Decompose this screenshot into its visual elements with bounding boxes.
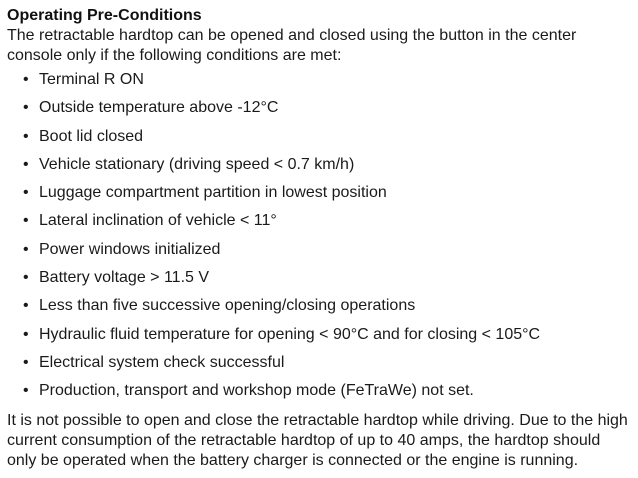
condition-text: Terminal R ON [39, 71, 144, 88]
bullet-icon: • [23, 353, 29, 371]
bullet-icon: • [23, 155, 29, 173]
section-heading: Operating Pre-Conditions [7, 7, 202, 24]
condition-text: Lateral inclination of vehicle < 11° [39, 212, 277, 230]
condition-list-item [23, 155, 632, 183]
condition-list-item [23, 211, 632, 239]
bullet-icon: • [23, 269, 29, 287]
condition-text: Hydraulic fluid temperature for opening < 90°C and for closing < 105°C [39, 325, 541, 343]
condition-text: Production, transport and workshop mode (FeTraWe) not set. [39, 382, 474, 400]
condition-list-item [23, 325, 632, 353]
bullet-icon: • [23, 184, 29, 202]
bullet-icon: • [23, 297, 29, 315]
bullet-icon: • [23, 325, 29, 343]
condition-text: Outside temperature above -12°C [39, 99, 279, 117]
condition-list-item [23, 268, 632, 296]
condition-list-item [23, 98, 632, 126]
condition-list-item [23, 240, 632, 268]
condition-text: Boot lid closed [39, 127, 144, 145]
bullet-icon: • [23, 99, 29, 117]
condition-list-item [23, 183, 632, 211]
bullet-icon: • [23, 127, 29, 145]
conditions-list [7, 70, 632, 410]
condition-text: Less than five successive opening/closing operations [39, 297, 416, 315]
condition-list-item [23, 381, 632, 409]
condition-list-item [23, 296, 632, 324]
condition-text: Battery voltage > 11.5 V [39, 269, 210, 287]
bullet-icon: • [23, 71, 29, 88]
bullet-icon: • [23, 212, 29, 230]
intro-paragraph: The retractable hardtop can be opened and closed using the button in the center console only if the following conditions are met: [7, 27, 577, 64]
closing-paragraph: It is not possible to open and close the retractable hardtop while driving. Due to the high current consumption of the retractable hardtop of up to 40 amps, the hardtop should only be operated when the battery charger is connected or the engine is running. [7, 411, 628, 469]
condition-text: Power windows initialized [39, 240, 221, 258]
condition-list-item [23, 127, 632, 155]
condition-list-item [23, 70, 632, 98]
bullet-icon: • [23, 240, 29, 258]
condition-list-item [23, 353, 632, 381]
condition-text: Vehicle stationary (driving speed < 0.7 km/h) [39, 155, 355, 173]
bullet-icon: • [23, 382, 29, 400]
condition-text: Electrical system check successful [39, 353, 285, 371]
condition-text: Luggage compartment partition in lowest position [39, 184, 387, 202]
